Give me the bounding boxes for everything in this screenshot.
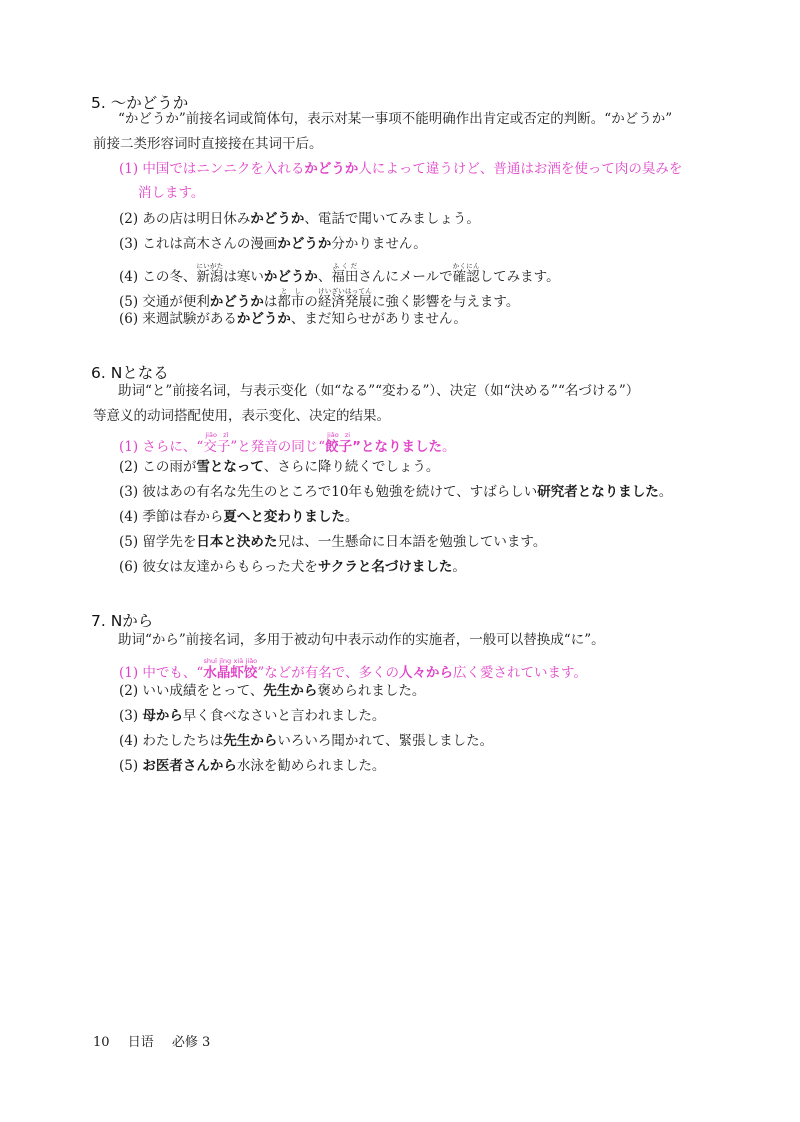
grammar-keyword: かどうか [209,294,264,310]
section-7-description-line-1: 助词“から”前接名词，多用于被动句中表示动作的实施者，一般可以替换成“に”。 [118,632,605,648]
example-number: (4) [119,733,139,749]
example-text: あの店は明日休み [142,211,251,227]
section-6-example-4: (4) 季節は春から夏へと変わりました。 [119,509,359,525]
furigana-word: 都市とし [277,287,305,310]
section-5-example-2 [119,213,480,227]
section-6-heading: 6. Nとなる [91,364,169,382]
grammar-keyword: 人々から [398,665,453,681]
grammar-keyword: 研究者となりました [537,484,659,500]
pinyin-word: 餃子jiǎo zi [325,431,353,455]
example-text: 来週試験がある [142,311,237,327]
example-number: (5) [119,534,139,550]
section-5-example-4: (4) この冬、新潟にいがたは寒いかどうか、福田ふくださんにメールで確認かくにんしてみます。 [119,262,560,285]
section-7-example-5: (5) お医者さんから水泳を勧められました。 [119,758,386,774]
example-number: (1) [119,161,139,177]
example-number: (2) [119,211,139,227]
example-number: (3) [119,708,139,724]
grammar-keyword: かどうか [304,161,359,177]
example-text: この冬、 [142,269,197,285]
grammar-keyword: かどうか [263,269,318,285]
example-text: 、電話で聞いてみましょう。 [304,211,480,227]
example-number: (5) [119,294,139,310]
furigana-word: 新潟にいがた [196,262,224,285]
section-5-example-3 [119,238,427,252]
section-5-description-line-1: “かどうか”前接名词或简体句，表示对某一事项不能明确作出肯定或否定的判断。“かどうか” [118,111,673,127]
example-text: 交通が便利 [142,294,210,310]
section-5-example-1 [119,163,682,177]
example-number: (2) [119,459,139,475]
section-7-heading: 7. Nから [91,612,154,630]
grammar-keyword: 先生から [263,683,318,699]
grammar-keyword: かどうか [277,236,332,252]
page-number: 10 [93,1035,110,1050]
furigana-word: 福田ふくだ [331,262,359,285]
example-number: (3) [119,484,139,500]
grammar-keyword: かどうか [250,211,305,227]
example-number: (1) [119,439,139,455]
section-7-example-4: (4) わたしたちは先生からいろいろ聞かれて、緊張しました。 [119,733,494,749]
section-6-example-1: (1) さらに、“交子jiāo zǐ”と発音の同じ“餃子jiǎo zi”となりました。 [119,431,456,455]
grammar-keyword: 雪となって [196,459,264,475]
grammar-keyword: サクラと名づけました [317,559,453,575]
grammar-keyword: となりました [361,439,443,455]
section-5-example-1-continuation: 消します。 [138,185,205,201]
page-footer [93,1031,224,1050]
section-7-example-3: (3) 母から早く食べなさいと言われました。 [119,708,386,724]
section-6-example-5: (5) 留学先を日本と決めた兄は、一生懸命に日本語を勉強しています。 [119,534,547,550]
grammar-keyword: 夏へと変わりました [223,509,345,525]
grammar-keyword: 日本と決めた [196,534,278,550]
pinyin-word: 水晶虾饺shuǐ jīng xiā jiǎo [203,657,258,681]
section-7-example-2: (2) いい成績をとって、先生から褒められました。 [119,683,426,699]
example-text: 、まだ知らせがありません。 [290,311,467,327]
grammar-keyword: お医者さんから [142,758,237,774]
example-number: (5) [119,758,139,774]
example-text: 分かりません。 [331,236,427,252]
section-5-example-5: (5) 交通が便利かどうかは都市としの経済発展けいざいはってんに強く影響を与えます。 [119,287,520,310]
example-number: (2) [119,683,139,699]
example-text: 中国ではニンニクを入れる [142,161,305,177]
example-text: これは高木さんの漫画 [142,236,278,252]
grammar-keyword: かどうか [236,311,291,327]
grammar-keyword: 先生から [223,733,278,749]
section-6-description-line-2: 等意义的动词搭配使用，表示变化、决定的结果。 [93,408,390,424]
section-6-example-3: (3) 彼はあの有名な先生のところで10年も勉強を続けて、すばらしい研究者となりました。 [119,484,673,500]
section-6-example-2: (2) この雨が雪となって、さらに降り続くでしょう。 [119,459,440,475]
example-number: (6) [119,559,139,575]
example-text: 人によって違うけど、普通はお酒を使って肉の臭みを [358,161,683,177]
section-5-heading: 5. ～かどうか [91,94,189,112]
example-number: (6) [119,311,139,327]
furigana-word: 確認かくにん [452,262,480,285]
section-6-description-line-1: 助词“と”前接名词，与表示变化（如“なる”“変わる”）、决定（如“決める”“名づける”） [118,383,640,399]
example-number: (3) [119,236,139,252]
section-7-example-1: (1) 中でも、“水晶虾饺shuǐ jīng xiā jiǎo”などが有名で、多くの人々から広く愛されています。 [119,657,587,681]
example-text: は寒い [223,269,264,285]
section-6-example-6: (6) 彼女は友達からもらった犬をサクラと名づけました。 [119,559,466,575]
section-5-example-6 [119,313,467,327]
section-5-description-line-2: 前接二类形容词时直接接在其词干后。 [93,136,323,152]
grammar-keyword: 母から [142,708,183,724]
pinyin-word: 交子jiāo zǐ [203,431,231,455]
book-volume: 必修 3 [171,1035,211,1050]
example-number: (4) [119,509,139,525]
book-subject: 日语 [127,1035,154,1050]
furigana-word: 経済発展けいざいはってん [317,287,372,310]
example-number: (4) [119,269,139,285]
example-number: (1) [119,665,139,681]
